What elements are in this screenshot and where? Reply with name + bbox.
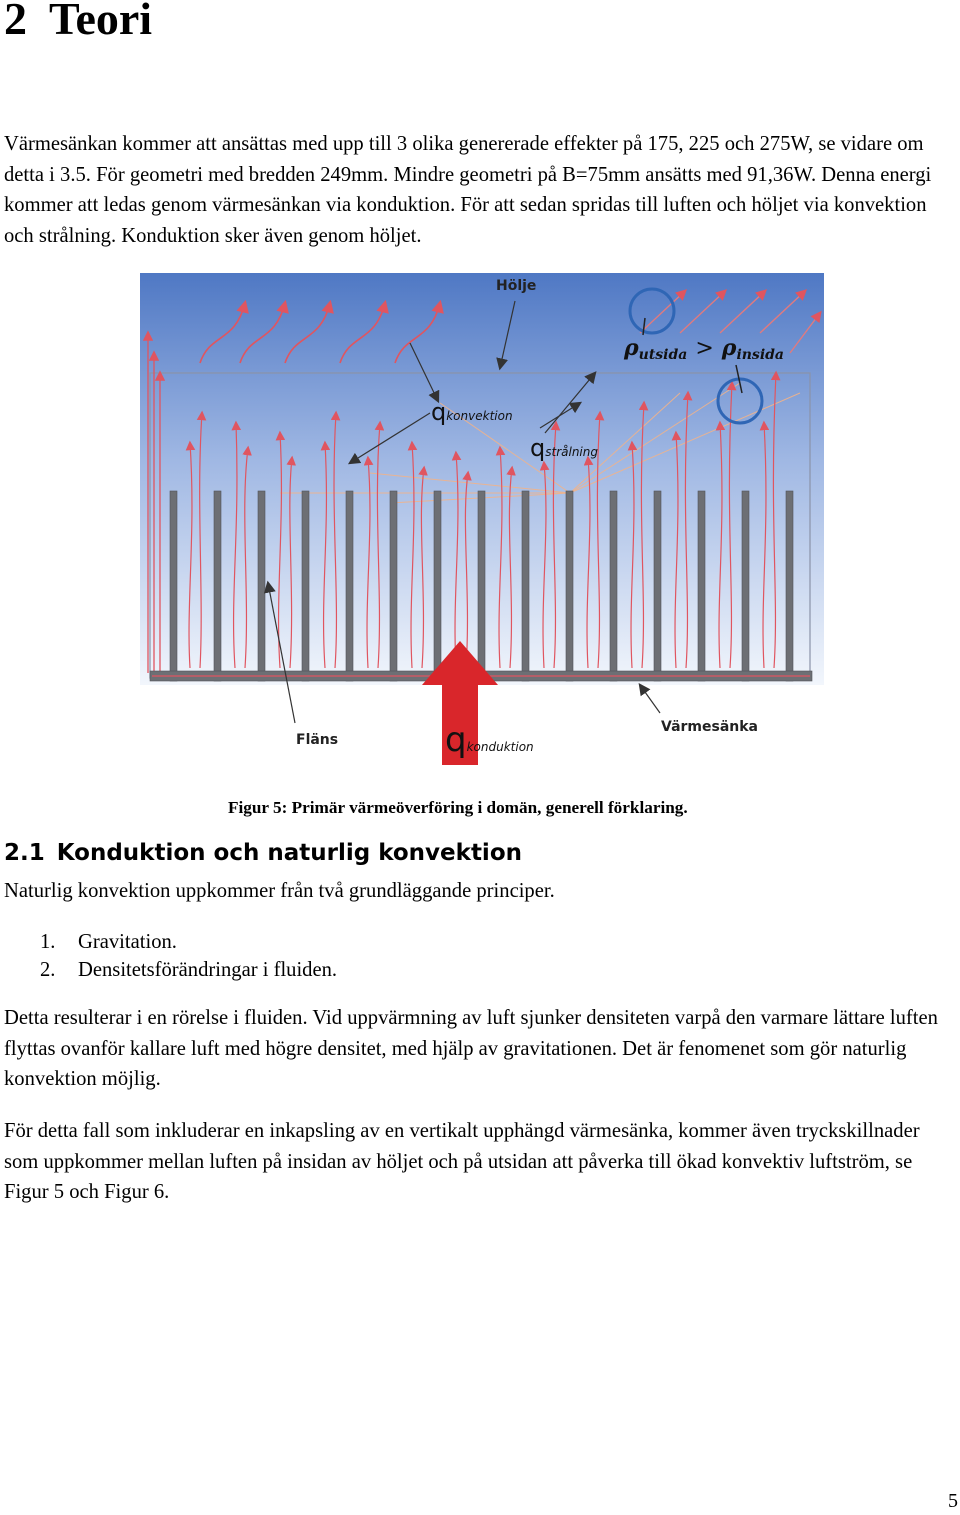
flans-label: Fläns bbox=[296, 732, 339, 748]
list-item-text: Densitetsförändringar i fluiden. bbox=[78, 959, 338, 981]
chapter-name: Teori bbox=[49, 0, 153, 44]
figure-caption: Figur 5: Primär värmeöverföring i domän, generell förklaring. bbox=[228, 798, 688, 817]
greater-than-sign: > bbox=[695, 336, 714, 361]
result-paragraph: Detta resulterar i en rörelse i fluiden. Vid uppvärmning av luft sjunker densiteten varpå den varmare lättare luften flyttas ovanför kallare luft med högre densitet, med hjälp av gravitationen. Det är fenomenet som gör naturlig konvektion möjlig. bbox=[4, 1007, 938, 1090]
natural-convection-paragraph: Naturlig konvektion uppkommer från två grundläggande principer. bbox=[4, 880, 555, 902]
section-title bbox=[4, 840, 522, 866]
rho-outside-subscript: utsida bbox=[638, 347, 688, 363]
list-item-text: Gravitation. bbox=[78, 931, 177, 953]
list-item-number: 1. bbox=[40, 931, 56, 953]
section-number: 2.1 bbox=[4, 840, 45, 866]
q-radiation-symbol: q bbox=[530, 434, 546, 462]
chapter-title bbox=[4, 0, 152, 45]
q-radiation-subscript: strålning bbox=[545, 445, 598, 459]
list-item bbox=[40, 956, 337, 984]
rho-inside-subscript: insida bbox=[736, 347, 784, 363]
heat-transfer-figure bbox=[140, 273, 824, 773]
heat-sink-fins bbox=[170, 491, 793, 681]
q-convection-symbol: q bbox=[431, 398, 447, 426]
rho-outside-symbol: ρ bbox=[624, 335, 639, 361]
chapter-number: 2 bbox=[4, 0, 27, 44]
rho-inside-symbol: ρ bbox=[721, 335, 737, 361]
holje-label: Hölje bbox=[496, 278, 537, 294]
section-name: Konduktion och naturlig konvektion bbox=[56, 840, 522, 866]
q-conduction-subscript: konduktion bbox=[466, 740, 534, 754]
q-conduction-symbol: q bbox=[445, 720, 467, 760]
varmesanka-label: Värmesänka bbox=[661, 719, 759, 735]
q-conduction-label bbox=[445, 720, 534, 760]
page-number: 5 bbox=[948, 1490, 958, 1512]
encapsulation-paragraph: För detta fall som inkluderar en inkapsling av en vertikalt upphängd värmesänka, kommer även tryckskillnader som uppkommer mellan luften på insidan av höljet och på utsidan att påverka till ökad konvektiv luftström, se Figur 5 och Figur 6. bbox=[4, 1120, 920, 1203]
principles-list bbox=[40, 928, 337, 984]
q-convection-subscript: konvektion bbox=[446, 409, 513, 423]
intro-paragraph: Värmesänkan kommer att ansättas med upp till 3 olika genererade effekter på 175, 225 och 275W, se vidare om detta i 3.5. För geometri med bredden 249mm. Mindre geometri på B=75mm ansätts med 91,36W. Denna energi kommer att ledas genom värmesänkan via konduktion. För att sedan spridas till luften och höljet via konvektion och strålning. Konduktion sker även genom höljet. bbox=[4, 133, 932, 247]
list-item bbox=[40, 928, 337, 956]
list-item-number: 2. bbox=[40, 959, 56, 981]
